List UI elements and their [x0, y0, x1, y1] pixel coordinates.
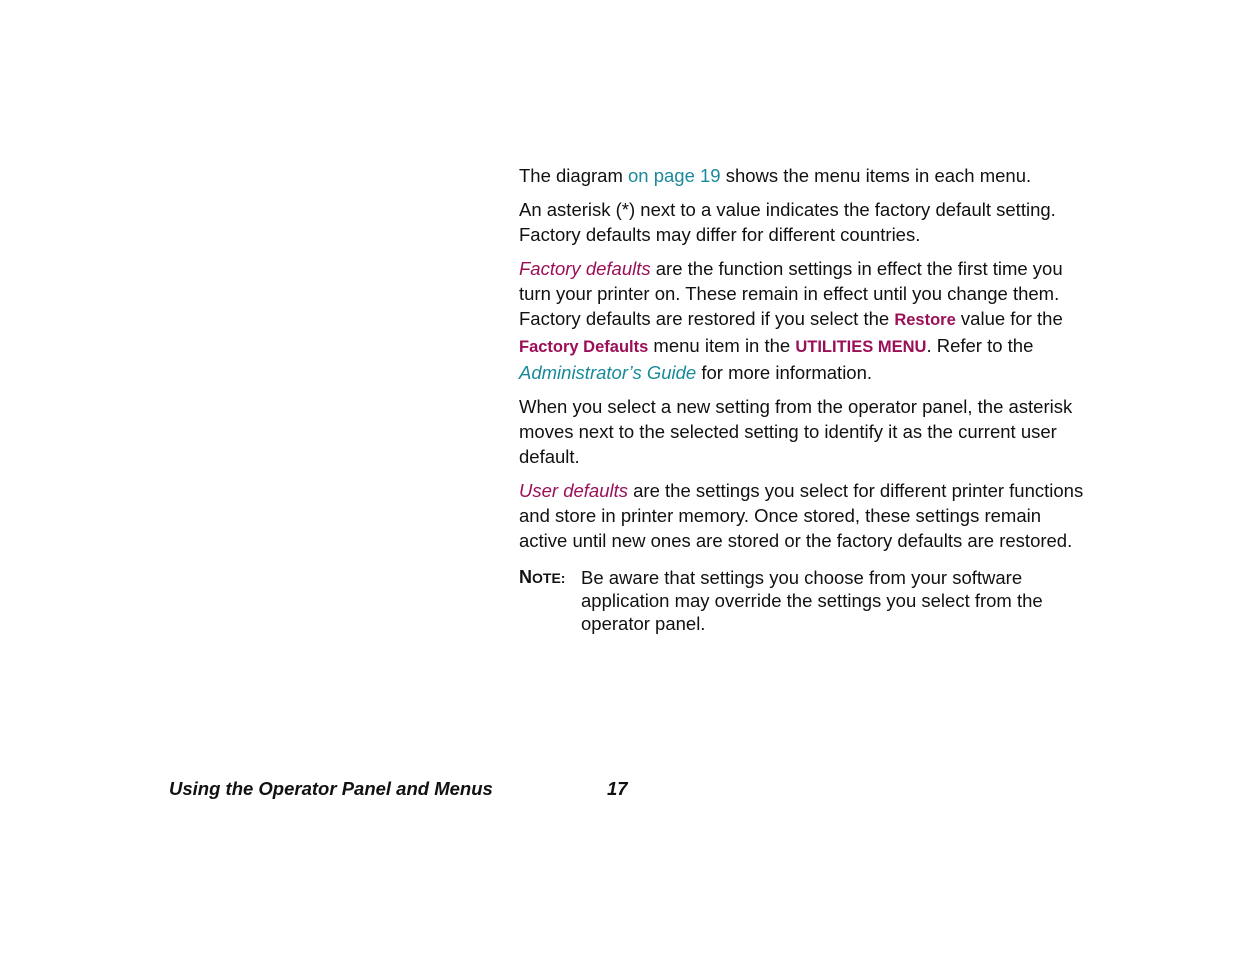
paragraph-factory-defaults — [519, 256, 1089, 385]
paragraph-diagram-text-before: The diagram — [519, 165, 628, 186]
factory-defaults-text-2: value for the — [955, 308, 1063, 329]
factory-defaults-text-3: menu item in the — [648, 335, 796, 356]
page-body — [519, 163, 1089, 635]
note-text: Be aware that settings you choose from your software application may override the settings you select from the operator panel. — [581, 567, 1043, 634]
factory-defaults-menu-item-term: Factory Defaults — [519, 338, 649, 356]
utilities-menu-term: UTILITIES MENU — [795, 338, 927, 356]
factory-defaults-text-5: for more information. — [696, 362, 873, 383]
paragraph-asterisk: An asterisk (*) next to a value indicates the factory default setting. Factory defaults may differ for different countries. — [519, 199, 1056, 245]
footer-section-title: Using the Operator Panel and Menus — [169, 778, 493, 799]
page-19-link[interactable]: on page 19 — [628, 165, 721, 186]
factory-defaults-term: Factory defaults — [519, 258, 651, 279]
user-defaults-term: User defaults — [519, 480, 628, 501]
paragraph-diagram — [519, 163, 1089, 188]
factory-defaults-text-4: . Refer to the — [926, 335, 1034, 356]
paragraph-new-setting: When you select a new setting from the operator panel, the asterisk moves next to the selected setting to identify it as the current user default. — [519, 396, 1073, 467]
administrators-guide-link[interactable]: Administrator’s Guide — [519, 362, 697, 383]
restore-value-term: Restore — [894, 311, 956, 329]
paragraph-diagram-text-after: shows the menu items in each menu. — [720, 165, 1032, 186]
note-block — [519, 566, 1089, 635]
user-defaults-text: are the settings you select for different printer functions and store in printer memory. Once stored, these settings remain active until new ones are stored or the factory defaults are restored. — [519, 480, 1084, 551]
note-label — [519, 566, 581, 590]
note-label-rest: OTE: — [532, 570, 566, 586]
footer-page-number: 17 — [607, 778, 628, 799]
paragraph-user-defaults — [519, 478, 1089, 553]
factory-defaults-text-1: are the function settings in effect the first time you turn your printer on. These remain in effect until you change them. Factory defaults are restored if you select the — [519, 258, 1063, 329]
note-label-initial: N — [519, 567, 532, 587]
